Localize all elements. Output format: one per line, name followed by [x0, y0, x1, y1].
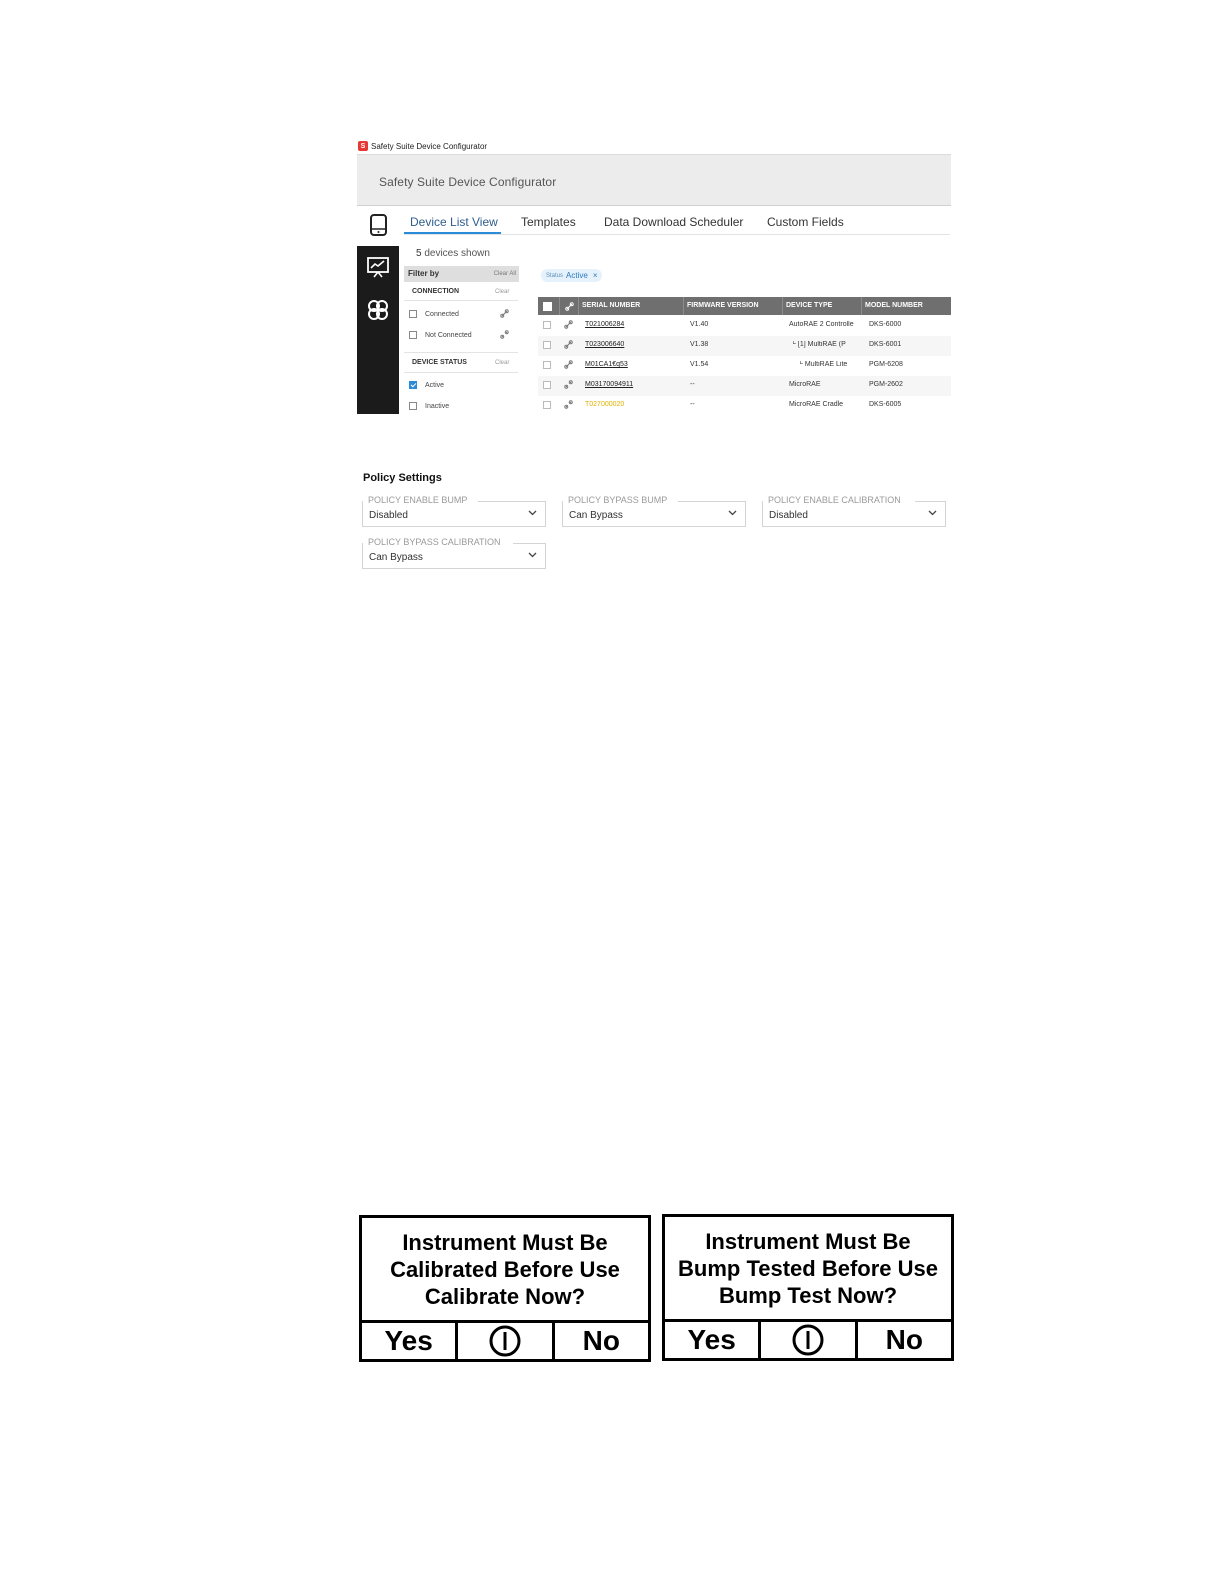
header-firmware-version[interactable]: FIRMWARE VERSION	[687, 302, 759, 309]
chip-key: Status	[546, 272, 564, 279]
serial-number-link[interactable]: T023006640	[585, 341, 625, 348]
field-label: POLICY ENABLE CALIBRATION	[768, 495, 904, 505]
prompt-buttons	[665, 1322, 951, 1358]
select-value: Can Bypass	[369, 552, 423, 563]
clear-all-link[interactable]: Clear All	[493, 271, 516, 277]
link-icon	[564, 320, 573, 329]
filter-header	[404, 266, 519, 282]
column-separator	[861, 297, 862, 315]
divider	[404, 372, 518, 373]
prompt-line: Calibrated Before Use	[390, 1256, 620, 1282]
prompt-line: Instrument Must Be	[705, 1228, 911, 1254]
policy-enable-bump-select[interactable]	[362, 495, 546, 527]
checkbox-checked[interactable]	[409, 381, 417, 389]
table-row[interactable]	[538, 376, 951, 396]
chevron-down-icon	[528, 552, 537, 558]
tab-data-download-scheduler[interactable]: Data Download Scheduler	[604, 215, 744, 229]
filter-option-label: Connected	[425, 310, 459, 318]
serial-number-link[interactable]: M03170094911	[585, 381, 634, 388]
header-serial-number[interactable]: SERIAL NUMBER	[582, 302, 641, 309]
device-icon[interactable]	[369, 213, 389, 237]
link-icon	[565, 302, 574, 311]
filter-option-label: Not Connected	[425, 331, 472, 339]
policy-settings-title: Policy Settings	[363, 472, 442, 484]
close-icon[interactable]: ×	[592, 271, 598, 280]
table-row[interactable]	[538, 316, 951, 336]
prompt-message	[362, 1218, 648, 1323]
header-device-type[interactable]: DEVICE TYPE	[786, 302, 833, 309]
filter-option-connected[interactable]	[409, 308, 459, 320]
firmware-cell: --	[690, 381, 695, 388]
serial-number-link[interactable]: T027000020	[585, 401, 625, 408]
model-cell: DKS-6001	[869, 341, 902, 348]
status-filter-chip[interactable]	[541, 269, 602, 282]
power-button[interactable]	[758, 1322, 854, 1358]
firmware-cell: V1.54	[690, 361, 709, 368]
field-label: POLICY ENABLE BUMP	[368, 495, 470, 505]
checkbox[interactable]	[409, 331, 417, 339]
table-row[interactable]	[538, 356, 951, 376]
filter-option-label: Inactive	[425, 402, 450, 410]
row-checkbox[interactable]	[543, 341, 551, 349]
app-logo-icon: S	[358, 141, 368, 151]
table-row[interactable]	[538, 396, 951, 416]
device-type-cell: AutoRAE 2 Controlle	[789, 321, 854, 328]
row-checkbox[interactable]	[543, 321, 551, 329]
divider	[404, 352, 518, 353]
connection-section-label: CONNECTION	[412, 288, 460, 295]
divider	[404, 300, 518, 301]
app-header	[357, 154, 951, 206]
link-icon	[500, 309, 509, 318]
select-value: Disabled	[769, 510, 808, 521]
device-type-cell: MicroRAE Cradle	[789, 401, 844, 408]
filter-option-not-connected[interactable]	[409, 329, 472, 341]
column-separator	[683, 297, 684, 315]
serial-number-link[interactable]: M01CA1€q53	[585, 361, 628, 368]
device-count: 5 devices shown	[416, 248, 490, 259]
model-cell: DKS-6005	[869, 401, 902, 408]
no-button[interactable]: No	[552, 1323, 648, 1359]
model-cell: DKS-6000	[869, 321, 902, 328]
link-icon	[564, 340, 573, 349]
side-rail	[357, 246, 399, 414]
policy-enable-calibration-select[interactable]	[762, 495, 946, 527]
row-checkbox[interactable]	[543, 361, 551, 369]
column-separator	[559, 297, 560, 315]
firmware-cell: V1.38	[690, 341, 709, 348]
no-button[interactable]: No	[855, 1322, 951, 1358]
field-label: POLICY BYPASS BUMP	[568, 495, 670, 505]
chip-value: Active	[566, 271, 588, 280]
filter-title: Filter by	[408, 269, 440, 278]
connection-clear-link[interactable]: Clear	[495, 289, 510, 295]
serial-number-link[interactable]: T021006284	[585, 321, 625, 328]
yes-button[interactable]: Yes	[384, 1325, 433, 1356]
prompt-line: Instrument Must Be	[402, 1229, 608, 1255]
chevron-down-icon	[528, 510, 537, 516]
broken-link-icon	[500, 330, 509, 339]
chevron-down-icon	[728, 510, 737, 516]
dashboard-icon[interactable]	[366, 255, 390, 279]
device-type-cell: └ [1] MultiRAE (P	[791, 341, 846, 348]
prompt-line: Calibrate Now?	[424, 1283, 586, 1309]
device-status-clear-link[interactable]: Clear	[495, 360, 510, 366]
chevron-down-icon	[928, 510, 937, 516]
filter-option-active[interactable]	[409, 379, 444, 391]
policy-bypass-calibration-select[interactable]	[362, 537, 546, 569]
table-header-row	[538, 297, 951, 315]
firmware-cell: --	[690, 401, 695, 408]
field-label: POLICY BYPASS CALIBRATION	[368, 537, 504, 547]
row-checkbox[interactable]	[543, 381, 551, 389]
calibration-prompt	[359, 1215, 651, 1362]
prompt-line: Bump Tested Before Use	[678, 1255, 938, 1281]
row-checkbox[interactable]	[543, 401, 551, 409]
column-separator	[782, 297, 783, 315]
bump-test-prompt	[662, 1214, 954, 1361]
header-model-number[interactable]: MODEL NUMBER	[865, 302, 923, 309]
app-title: Safety Suite Device Configurator	[379, 175, 557, 189]
power-icon	[791, 1323, 825, 1357]
device-type-cell: MicroRAE	[789, 381, 821, 388]
tab-bar	[404, 210, 950, 235]
select-value: Disabled	[369, 510, 408, 521]
column-separator	[578, 297, 579, 315]
table-row[interactable]	[538, 336, 951, 356]
checkbox[interactable]	[409, 402, 417, 410]
broken-link-icon	[564, 380, 573, 389]
filter-option-label: Active	[425, 381, 445, 389]
window-title: Safety Suite Device Configurator	[371, 141, 488, 151]
select-value: Can Bypass	[569, 510, 623, 521]
power-icon	[488, 1324, 522, 1358]
tab-device-list-view[interactable]: Device List View	[410, 215, 498, 229]
prompt-message	[665, 1217, 951, 1322]
window-title-bar	[358, 139, 487, 153]
broken-link-icon	[564, 400, 573, 409]
tab-custom-fields[interactable]: Custom Fields	[767, 215, 844, 229]
model-cell: PGM-6208	[869, 361, 903, 368]
yes-button[interactable]: Yes	[687, 1324, 736, 1355]
link-icon	[564, 360, 573, 369]
prompt-line: Bump Test Now?	[718, 1282, 898, 1308]
firmware-cell: V1.40	[690, 321, 709, 328]
active-tab-indicator	[404, 232, 501, 234]
device-status-section-label: DEVICE STATUS	[412, 359, 467, 366]
select-all-checkbox[interactable]	[543, 302, 552, 311]
power-button[interactable]	[455, 1323, 551, 1359]
device-type-cell: └ MultiRAE Lite	[798, 361, 848, 368]
checkbox[interactable]	[409, 310, 417, 318]
tab-templates[interactable]: Templates	[521, 215, 576, 229]
filter-option-inactive[interactable]	[409, 400, 449, 412]
groups-icon[interactable]	[366, 298, 390, 322]
model-cell: PGM-2602	[869, 381, 903, 388]
prompt-buttons	[362, 1323, 648, 1359]
policy-bypass-bump-select[interactable]	[562, 495, 746, 527]
